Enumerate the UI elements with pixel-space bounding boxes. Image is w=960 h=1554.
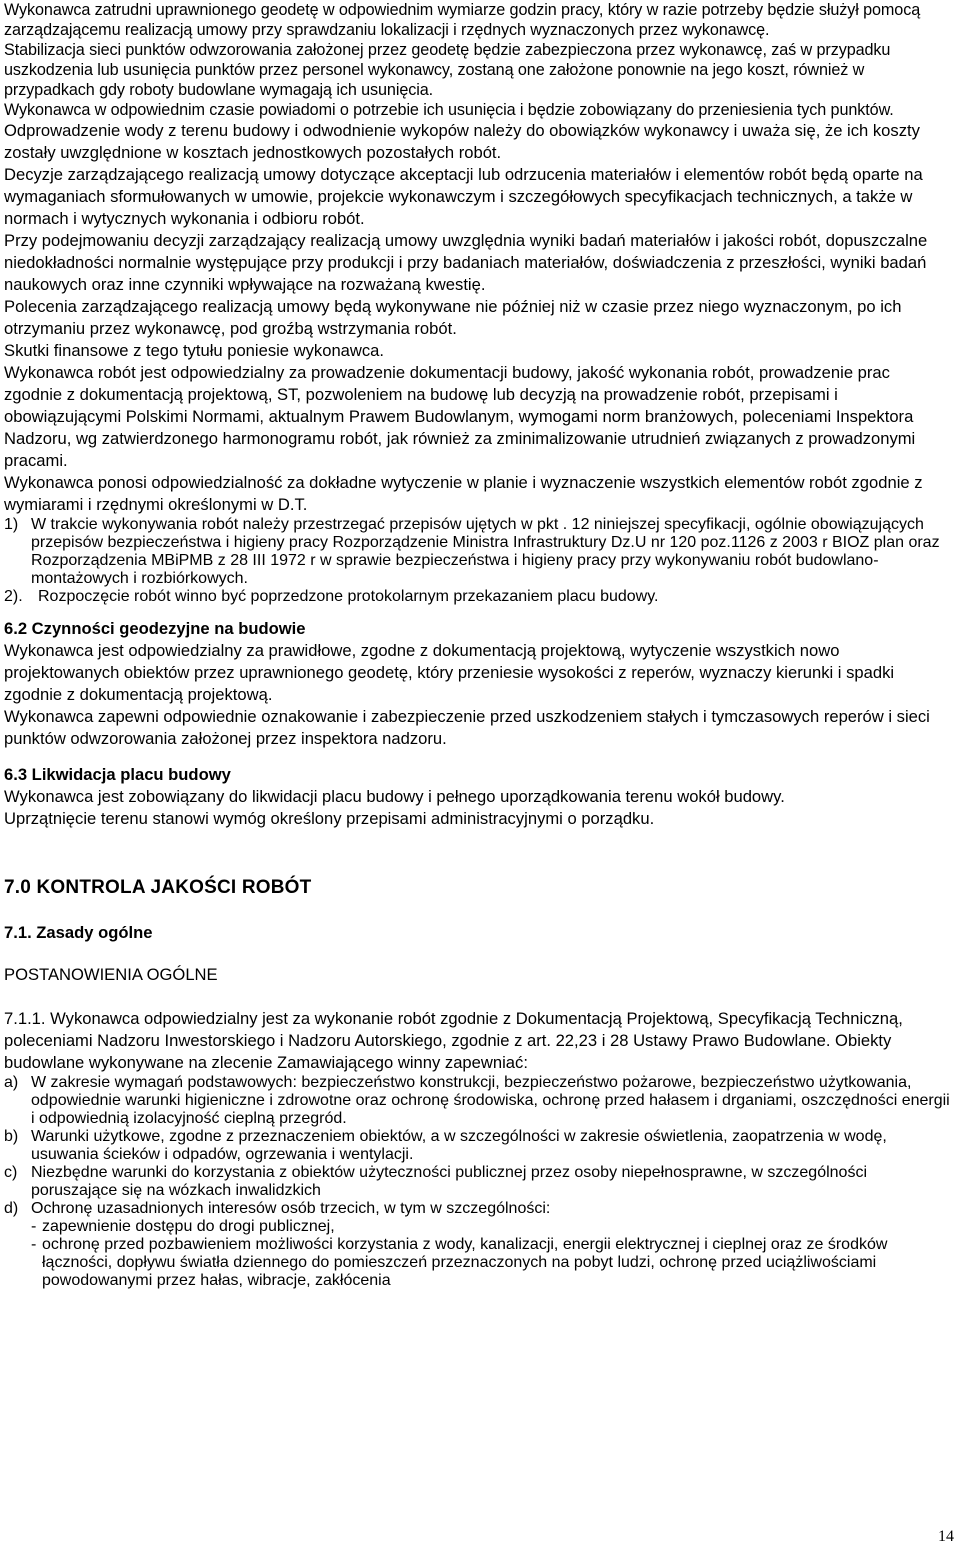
item-marker: c) [4, 1164, 18, 1181]
subsection-heading-7-1: 7.1. Zasady ogólne [4, 923, 153, 942]
item-text: W trakcie wykonywania robót należy przestrzegać przepisów ujętych w pkt . 12 niniejszej specyfikacji, ogólnie obowiązujących przepisów bezpieczeństwa i higieny pracy Rozporządzenie Ministra Infrastruktury Dz.U nr 120 poz.1126 z 2003 r BIOZ plan oraz Rozporządzenia MBiPMB z 28 III 1972 r w sprawie bezpieczeństwa i higieny pracy przy wykonywaniu robót budowlano-montażowych i rozbiórkowych. [31, 516, 940, 587]
paragraph: Wykonawca zatrudni uprawnionego geodetę w odpowiednim wymiarze godzin pracy, który w razie potrzeby będzie służył pomocą zarządzającemu realizacją umowy przy sprawdzaniu lokalizacji i rzędnych wyznaczonych przez wykonawcę. [4, 1, 921, 39]
item-marker: 1) [4, 516, 19, 533]
paragraph: Wykonawca w odpowiednim czasie powiadomi o potrzebie ich usunięcia i będzie zobowiązany do przeniesienia tych punktów. [4, 101, 894, 119]
paragraph: Wykonawca zapewni odpowiednie oznakowanie i zabezpieczenie przed uszkodzeniem stałych i tymczasowych reperów i sieci punktów odwzorowania założonej przez inspektora nadzoru. [4, 707, 930, 748]
paragraph: Polecenia zarządzającego realizacją umowy będą wykonywane nie później niż w czasie przez niego wyznaczonym, po ich otrzymaniu przez wykonawcę, pod groźbą wstrzymania robót. [4, 297, 902, 338]
dash-item [31, 1236, 952, 1290]
paragraph: 7.1.1. Wykonawca odpowiedzialny jest za wykonanie robót zgodnie z Dokumentacją Projektową, Specyfikacją Techniczną, poleceniami Nadzoru Inwestorskiego i Nadzoru Autorskiego, zgodnie z art. 22,23 i 28 Ustawy Prawo Budowlane. Obiekty budowlane wykonywane na zlecenie Zamawiającego winny zapewniać: [4, 1009, 903, 1072]
item-marker: a) [4, 1074, 19, 1091]
paragraph: Wykonawca jest zobowiązany do likwidacji placu budowy i pełnego uporządkowania terenu wokół budowy. [4, 787, 785, 806]
numbered-item [4, 588, 952, 606]
paragraph: Wykonawca jest odpowiedzialny za prawidłowe, zgodne z dokumentacją projektową, wytyczenie wszystkich nowo projektowanych obiektów przez uprawnionego geodetę, który przeniesie wysokości z reperów, wyznaczy kierunki i spadki zgodnie z dokumentacją projektową. [4, 641, 895, 704]
page-number: 14 [938, 1528, 954, 1545]
dash-marker: - [31, 1218, 37, 1235]
item-marker: 2). [4, 588, 23, 605]
paragraph: Uprzątnięcie terenu stanowi wymóg określony przepisami administracyjnymi o porządku. [4, 809, 655, 828]
paragraph: Stabilizacja sieci punktów odwzorowania założonej przez geodetę będzie zabezpieczona przez wykonawcę, zaś w przypadku uszkodzenia lub usunięcia punktów przez personel wykonawcy, zostaną one założone ponownie na jego koszt, również w przypadkach gdy roboty budowlane wymagają ich usunięcia. [4, 41, 891, 99]
item-text: Rozpoczęcie robót winno być poprzedzone protokolarnym przekazaniem placu budowy. [38, 588, 659, 605]
item-text: W zakresie wymagań podstawowych: bezpieczeństwo konstrukcji, bezpieczeństwo pożarowe, bezpieczeństwo użytkowania, odpowiednie warunki higieniczne i zdrowotne oraz ochronę środowiska, ochronę przed hałasem i drganiami, oszczędności energii i odpowiednią izolacyjność cieplną przegród. [31, 1074, 950, 1127]
letter-item [4, 1074, 952, 1128]
main-block [4, 120, 952, 1290]
item-text: Warunki użytkowe, zgodne z przeznaczeniem obiektów, a w szczególności w zakresie oświetlenia, zaopatrzenia w wodę, usuwania ścieków i odpadów, ogrzewania i wentylacji. [31, 1128, 887, 1163]
letter-item [4, 1164, 952, 1200]
letter-item [4, 1128, 952, 1164]
item-text: Ochronę uzasadnionych interesów osób trzecich, w tym w szczególności: [31, 1200, 551, 1217]
item-text: zapewnienie dostępu do drogi publicznej, [42, 1218, 335, 1235]
paragraph: Wykonawca ponosi odpowiedzialność za dokładne wytyczenie w planie i wyznaczenie wszystkich elementów robót zgodnie z wymiarami i rzędnymi określonymi w D.T. [4, 473, 923, 514]
paragraph: Decyzje zarządzającego realizacją umowy dotyczące akceptacji lub odrzucenia materiałów i elementów robót będą oparte na wymaganiach sformułowanych w umowie, projekcie wykonawczym i szczegółowych specyfikacjach technicznych, a także w normach i wytycznych wykonania i odbioru robót. [4, 165, 923, 228]
section-heading-7-0: 7.0 KONTROLA JAKOŚCI ROBÓT [4, 877, 312, 898]
item-marker: b) [4, 1128, 19, 1145]
paragraph: Wykonawca robót jest odpowiedzialny za prowadzenie dokumentacji budowy, jakość wykonania robót, prowadzenie prac zgodnie z dokumentacją projektową, ST, pozwoleniem na budowę lub decyzją na prowadzenie robót, przepisami i obowiązującymi Polskimi Normami, aktualnym Prawem Budowlanym, wymogami norm branżowych, poleceniami Inspektora Nadzoru, wg zatwierdzonego harmonogramu robót, jak również za zminimalizowanie utrudnień związanych z prowadzonymi pracami. [4, 363, 916, 470]
section-heading-6-3: 6.3 Likwidacja placu budowy [4, 765, 231, 784]
paragraph: Skutki finansowe z tego tytułu poniesie wykonawca. [4, 341, 385, 360]
plain-heading: POSTANOWIENIA OGÓLNE [4, 965, 218, 984]
paragraph: Przy podejmowaniu decyzji zarządzający realizacją umowy uwzględnia wyniki badań materiałów i jakości robót, dopuszczalne niedokładności normalnie występujące przy produkcji i przy badaniach materiałów, doświadczenia z przeszłości, wyniki badań naukowych oraz inne czynniki wpływające na rozważaną kwestię. [4, 231, 928, 294]
dash-list [4, 1218, 952, 1290]
paragraph: Odprowadzenie wody z terenu budowy i odwodnienie wykopów należy do obowiązków wykonawcy i uważa się, że ich koszty zostały uwzględnione w kosztach jednostkowych pozostałych robót. [4, 121, 920, 162]
item-text: Niezbędne warunki do korzystania z obiektów użyteczności publicznej przez osoby niepełnosprawne, w szczególności poruszające się na wózkach inwalidzkich [31, 1164, 867, 1199]
section-heading-6-2: 6.2 Czynności geodezyjne na budowie [4, 619, 306, 638]
intro-block [4, 0, 952, 120]
dash-item [31, 1218, 952, 1236]
document-page [4, 0, 952, 1290]
item-marker: d) [4, 1200, 19, 1217]
item-text: ochronę przed pozbawieniem możliwości korzystania z wody, kanalizacji, energii elektrycznej i cieplnej oraz ze środków łączności, dopływu światła dziennego do pomieszczeń przeznaczonych na pobyt ludzi, ochronę przed uciążliwościami powodowanymi przez hałas, wibracje, zakłócenia [42, 1236, 888, 1289]
letter-item [4, 1200, 952, 1218]
dash-marker: - [31, 1236, 37, 1253]
numbered-item [4, 516, 952, 588]
